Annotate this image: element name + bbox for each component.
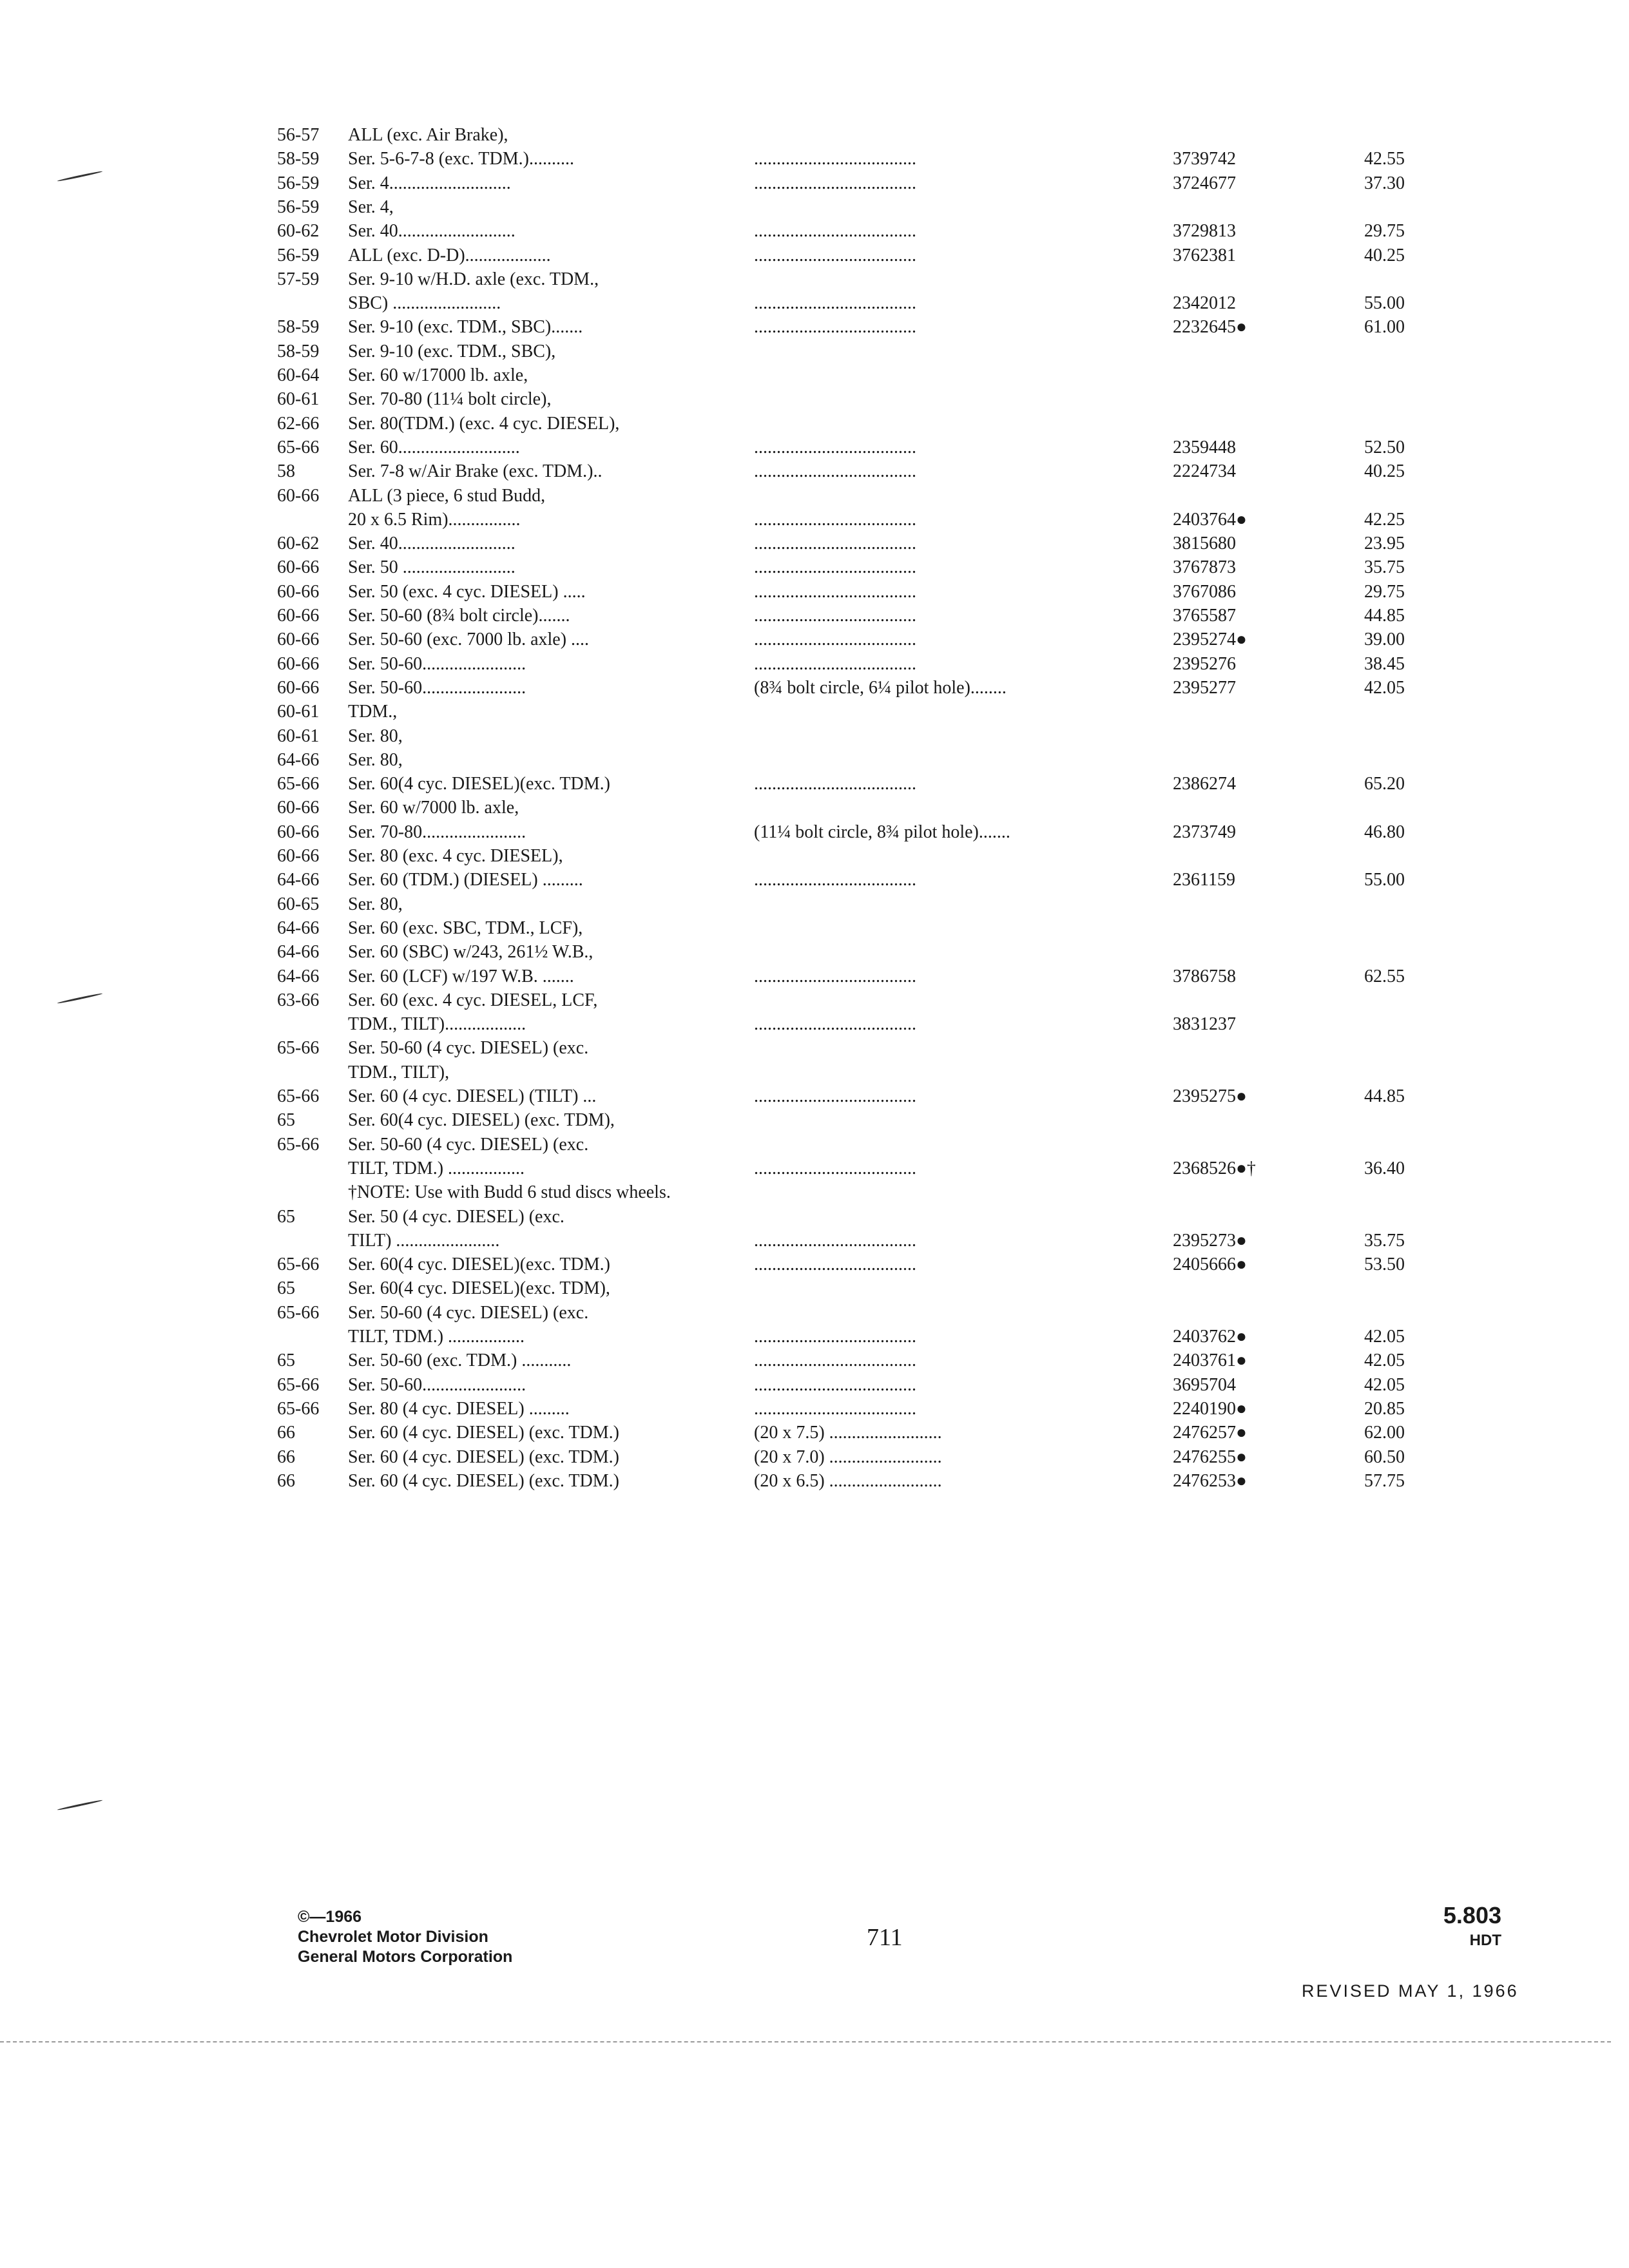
table-row xyxy=(0,531,1629,557)
detail-leader: .................................... xyxy=(754,1327,916,1347)
application-description: Ser. 50-60....................... xyxy=(348,677,526,698)
application-description: Ser. 7-8 w/Air Brake (exc. TDM.).. xyxy=(348,461,602,482)
list-price: 44.85 xyxy=(1364,1086,1405,1106)
detail-leader: .................................... xyxy=(754,966,916,986)
list-price: 29.75 xyxy=(1364,581,1405,602)
table-row xyxy=(0,603,1629,629)
part-number: 3831237 xyxy=(1173,1014,1236,1035)
application-description: Ser. 40.......................... xyxy=(348,221,516,242)
list-price: 37.30 xyxy=(1364,173,1405,193)
table-row xyxy=(0,1108,1629,1133)
detail-leader: .................................... xyxy=(754,581,916,602)
application-description: Ser. 60 (4 cyc. DIESEL) (exc. TDM.) xyxy=(348,1470,619,1491)
detail-leader: .................................... xyxy=(754,557,916,578)
detail-leader: .................................... xyxy=(754,653,916,674)
table-row xyxy=(0,1156,1629,1182)
application-description: Ser. 70-80 (11¼ bolt circle), xyxy=(348,389,552,410)
application-description: Ser. 50-60 (exc. 7000 lb. axle) .... xyxy=(348,629,590,650)
part-number: 2359448 xyxy=(1173,437,1236,457)
section-block xyxy=(1443,1902,1501,1950)
application-description: Ser. 60 (TDM.) (DIESEL) ......... xyxy=(348,870,583,890)
model-years: 60-65 xyxy=(277,894,320,914)
table-row xyxy=(0,1204,1629,1230)
model-years: 56-59 xyxy=(277,197,320,217)
table-row xyxy=(0,1300,1629,1326)
model-years: 60-62 xyxy=(277,533,320,554)
table-row xyxy=(0,411,1629,437)
table-row xyxy=(0,218,1629,244)
list-price: 39.00 xyxy=(1364,629,1405,650)
application-description: Ser. 60 (4 cyc. DIESEL) (TILT) ... xyxy=(348,1086,597,1106)
table-row xyxy=(0,771,1629,797)
part-number: 2476257● xyxy=(1173,1423,1247,1443)
list-price: 62.55 xyxy=(1364,966,1405,986)
section-number: 5.803 xyxy=(1443,1902,1501,1928)
application-description: TDM., TILT).................. xyxy=(348,1014,526,1035)
detail-leader: .................................... xyxy=(754,1398,916,1419)
detail-leader: (11¼ bolt circle, 8¾ pilot hole)....... xyxy=(754,822,1010,842)
application-description: Ser. 60 (LCF) w/197 W.B. ....... xyxy=(348,966,574,986)
application-description: Ser. 5-6-7-8 (exc. TDM.).......... xyxy=(348,149,574,169)
application-description: TILT, TDM.) ................. xyxy=(348,1327,525,1347)
table-row xyxy=(0,1252,1629,1278)
table-row xyxy=(0,916,1629,941)
application-description: Ser. 80, xyxy=(348,894,403,914)
list-price: 46.80 xyxy=(1364,822,1405,842)
part-number: 2395276 xyxy=(1173,653,1236,674)
part-number: 2232645● xyxy=(1173,317,1247,338)
part-number: 2386274 xyxy=(1173,774,1236,794)
corporation: General Motors Corporation xyxy=(298,1948,513,1966)
table-row xyxy=(0,243,1629,269)
part-number: 2405666● xyxy=(1173,1254,1247,1275)
application-description: Ser. 60 w/17000 lb. axle, xyxy=(348,365,528,385)
application-description: Ser. 80(TDM.) (exc. 4 cyc. DIESEL), xyxy=(348,413,620,434)
part-number: 2395273● xyxy=(1173,1230,1247,1251)
table-row xyxy=(0,483,1629,509)
part-number: 3695704 xyxy=(1173,1374,1236,1395)
table-row xyxy=(0,1035,1629,1061)
list-price: 23.95 xyxy=(1364,533,1405,554)
table-row xyxy=(0,820,1629,845)
part-number: 2342012 xyxy=(1173,293,1236,314)
detail-leader: .................................... xyxy=(754,1230,916,1251)
list-price: 40.25 xyxy=(1364,461,1405,482)
publisher-block xyxy=(298,1907,512,1967)
application-description: Ser. 80 (4 cyc. DIESEL) ......... xyxy=(348,1398,570,1419)
list-price: 36.40 xyxy=(1364,1158,1405,1178)
page-number: 711 xyxy=(867,1924,903,1951)
detail-leader: .................................... xyxy=(754,1254,916,1275)
part-number: 2240190● xyxy=(1173,1398,1247,1419)
footnote: †NOTE: Use with Budd 6 stud discs wheels. xyxy=(348,1182,671,1203)
application-description: Ser. 50 (4 cyc. DIESEL) (exc. xyxy=(348,1206,564,1227)
part-number: 2361159 xyxy=(1173,870,1235,890)
section-sub: HDT xyxy=(1469,1932,1501,1949)
model-years: 56-59 xyxy=(277,173,320,193)
detail-leader: (20 x 7.0) ......................... xyxy=(754,1446,942,1467)
model-years: 60-66 xyxy=(277,581,320,602)
model-years: 65 xyxy=(277,1278,295,1299)
detail-leader: .................................... xyxy=(754,245,916,265)
detail-leader: .................................... xyxy=(754,1086,916,1106)
detail-leader: .................................... xyxy=(754,606,916,626)
list-price: 38.45 xyxy=(1364,653,1405,674)
list-price: 42.05 xyxy=(1364,677,1405,698)
application-description: Ser. 80 (exc. 4 cyc. DIESEL), xyxy=(348,846,563,866)
detail-leader: .................................... xyxy=(754,1350,916,1371)
table-row xyxy=(0,627,1629,653)
model-years: 56-57 xyxy=(277,125,320,145)
model-years: 60-62 xyxy=(277,221,320,242)
list-price: 44.85 xyxy=(1364,606,1405,626)
application-description: Ser. 40.......................... xyxy=(348,533,516,554)
detail-leader: .................................... xyxy=(754,533,916,554)
list-price: 65.20 xyxy=(1364,774,1405,794)
table-row xyxy=(0,1348,1629,1374)
table-row xyxy=(0,939,1629,965)
model-years: 64-66 xyxy=(277,749,320,770)
model-years: 58-59 xyxy=(277,149,320,169)
table-row xyxy=(0,1060,1629,1086)
table-row xyxy=(0,1132,1629,1158)
table-row xyxy=(0,195,1629,220)
table-row xyxy=(0,435,1629,461)
part-number: 3724677 xyxy=(1173,173,1236,193)
model-years: 60-66 xyxy=(277,798,320,818)
part-number: 2368526●† xyxy=(1173,1158,1256,1178)
model-years: 65 xyxy=(277,1350,295,1371)
detail-leader: .................................... xyxy=(754,221,916,242)
detail-leader: .................................... xyxy=(754,1158,916,1178)
part-number: 2476255● xyxy=(1173,1446,1247,1467)
table-row xyxy=(0,387,1629,412)
detail-leader: .................................... xyxy=(754,629,916,650)
table-row xyxy=(0,1324,1629,1350)
list-price: 62.00 xyxy=(1364,1423,1405,1443)
table-row xyxy=(0,964,1629,990)
table-row xyxy=(0,1445,1629,1470)
model-years: 65-66 xyxy=(277,1302,320,1323)
list-price: 52.50 xyxy=(1364,437,1405,457)
part-number: 2395277 xyxy=(1173,677,1236,698)
punch-mark xyxy=(57,1800,102,1811)
model-years: 60-66 xyxy=(277,606,320,626)
list-price: 42.55 xyxy=(1364,149,1405,169)
part-number: 2373749 xyxy=(1173,822,1236,842)
model-years: 66 xyxy=(277,1446,295,1467)
list-price: 20.85 xyxy=(1364,1398,1405,1419)
table-row xyxy=(0,724,1629,749)
detail-leader: (8¾ bolt circle, 6¼ pilot hole)........ xyxy=(754,677,1007,698)
part-number: 2403761● xyxy=(1173,1350,1247,1371)
part-number: 2476253● xyxy=(1173,1470,1247,1491)
detail-leader: .................................... xyxy=(754,870,916,890)
list-price: 35.75 xyxy=(1364,557,1405,578)
model-years: 58 xyxy=(277,461,295,482)
detail-leader: .................................... xyxy=(754,1014,916,1035)
table-row xyxy=(0,1228,1629,1254)
application-description: Ser. 60 (SBC) w/243, 261½ W.B., xyxy=(348,942,593,963)
model-years: 64-66 xyxy=(277,918,320,938)
table-row xyxy=(0,122,1629,148)
application-description: Ser. 50-60 (4 cyc. DIESEL) (exc. xyxy=(348,1302,589,1323)
table-row xyxy=(0,507,1629,533)
table-row xyxy=(0,795,1629,821)
detail-leader: (20 x 7.5) ......................... xyxy=(754,1423,942,1443)
part-number: 3739742 xyxy=(1173,149,1236,169)
table-row xyxy=(0,1468,1629,1494)
table-row xyxy=(0,1420,1629,1446)
application-description: Ser. 50 (exc. 4 cyc. DIESEL) ..... xyxy=(348,581,586,602)
table-row xyxy=(0,339,1629,365)
application-description: Ser. 60 (exc. SBC, TDM., LCF), xyxy=(348,918,583,938)
model-years: 65-66 xyxy=(277,1134,320,1155)
list-price: 42.05 xyxy=(1364,1350,1405,1371)
application-description: Ser. 50-60 (4 cyc. DIESEL) (exc. xyxy=(348,1134,589,1155)
model-years: 60-66 xyxy=(277,485,320,506)
part-number: 2395274● xyxy=(1173,629,1247,650)
table-row xyxy=(0,1084,1629,1110)
table-row xyxy=(0,747,1629,773)
table-row xyxy=(0,1276,1629,1302)
model-years: 60-66 xyxy=(277,653,320,674)
model-years: 60-61 xyxy=(277,702,320,722)
application-description: SBC) ........................ xyxy=(348,293,501,314)
copyright: ©—1966 xyxy=(298,1908,362,1926)
list-price: 29.75 xyxy=(1364,221,1405,242)
application-description: TILT, TDM.) ................. xyxy=(348,1158,525,1178)
part-number: 3762381 xyxy=(1173,245,1236,265)
detail-leader: .................................... xyxy=(754,317,916,338)
application-description: Ser. 50-60....................... xyxy=(348,653,526,674)
detail-leader: .................................... xyxy=(754,149,916,169)
application-description: ALL (exc. Air Brake), xyxy=(348,125,508,145)
application-description: TDM., TILT), xyxy=(348,1062,450,1082)
application-description: TDM., xyxy=(348,702,398,722)
model-years: 65-66 xyxy=(277,1086,320,1106)
detail-leader: .................................... xyxy=(754,1374,916,1395)
application-description: Ser. 60(4 cyc. DIESEL)(exc. TDM.) xyxy=(348,1254,610,1275)
division: Chevrolet Motor Division xyxy=(298,1928,488,1946)
model-years: 65-66 xyxy=(277,1374,320,1395)
table-row xyxy=(0,1372,1629,1398)
table-row xyxy=(0,459,1629,485)
list-price: 55.00 xyxy=(1364,870,1405,890)
application-description: 20 x 6.5 Rim)................ xyxy=(348,509,521,530)
part-number: 3767873 xyxy=(1173,557,1236,578)
application-description: Ser. 50 ......................... xyxy=(348,557,516,578)
part-number: 2403762● xyxy=(1173,1327,1247,1347)
model-years: 60-66 xyxy=(277,557,320,578)
application-description: Ser. 60(4 cyc. DIESEL) (exc. TDM), xyxy=(348,1110,615,1131)
list-price: 40.25 xyxy=(1364,245,1405,265)
model-years: 65-66 xyxy=(277,1398,320,1419)
revised-date: REVISED MAY 1, 1966 xyxy=(1302,1981,1519,2001)
detail-leader: (20 x 6.5) ......................... xyxy=(754,1470,942,1491)
part-number: 3765587 xyxy=(1173,606,1236,626)
application-description: Ser. 9-10 (exc. TDM., SBC)....... xyxy=(348,317,583,338)
part-number: 3729813 xyxy=(1173,221,1236,242)
page-bottom-rule xyxy=(0,2041,1611,2042)
table-row xyxy=(0,267,1629,293)
list-price: 60.50 xyxy=(1364,1446,1405,1467)
model-years: 58-59 xyxy=(277,341,320,361)
detail-leader: .................................... xyxy=(754,293,916,314)
application-description: Ser. 70-80....................... xyxy=(348,822,526,842)
model-years: 66 xyxy=(277,1423,295,1443)
application-description: Ser. 50-60 (8¾ bolt circle)....... xyxy=(348,606,570,626)
model-years: 64-66 xyxy=(277,870,320,890)
table-row xyxy=(0,171,1629,197)
detail-leader: .................................... xyxy=(754,461,916,482)
list-price: 35.75 xyxy=(1364,1230,1405,1251)
table-row xyxy=(0,843,1629,869)
model-years: 60-64 xyxy=(277,365,320,385)
table-row xyxy=(0,988,1629,1014)
part-number: 3786758 xyxy=(1173,966,1236,986)
application-description: Ser. 80, xyxy=(348,749,403,770)
list-price: 53.50 xyxy=(1364,1254,1405,1275)
model-years: 60-66 xyxy=(277,846,320,866)
application-description: Ser. 60(4 cyc. DIESEL)(exc. TDM.) xyxy=(348,774,610,794)
application-description: Ser. 50-60 (4 cyc. DIESEL) (exc. xyxy=(348,1038,589,1059)
model-years: 65 xyxy=(277,1110,295,1131)
application-description: ALL (exc. D-D)................... xyxy=(348,245,551,265)
application-description: Ser. 4, xyxy=(348,197,394,217)
application-description: Ser. 60 w/7000 lb. axle, xyxy=(348,798,519,818)
model-years: 65-66 xyxy=(277,437,320,457)
list-price: 57.75 xyxy=(1364,1470,1405,1491)
list-price: 55.00 xyxy=(1364,293,1405,314)
table-row xyxy=(0,699,1629,725)
list-price: 42.25 xyxy=(1364,509,1405,530)
application-description: Ser. 50-60....................... xyxy=(348,1374,526,1395)
model-years: 65 xyxy=(277,1206,295,1227)
model-years: 65-66 xyxy=(277,774,320,794)
model-years: 65-66 xyxy=(277,1038,320,1059)
part-number: 3767086 xyxy=(1173,581,1236,602)
application-description: Ser. 4........................... xyxy=(348,173,511,193)
part-number: 2395275● xyxy=(1173,1086,1247,1106)
table-row xyxy=(0,1180,1629,1206)
list-price: 61.00 xyxy=(1364,317,1405,338)
detail-leader: .................................... xyxy=(754,774,916,794)
detail-leader: .................................... xyxy=(754,173,916,193)
table-row xyxy=(0,291,1629,316)
detail-leader: .................................... xyxy=(754,509,916,530)
table-row xyxy=(0,363,1629,389)
model-years: 60-66 xyxy=(277,822,320,842)
list-price: 42.05 xyxy=(1364,1327,1405,1347)
table-row xyxy=(0,892,1629,918)
detail-leader: .................................... xyxy=(754,437,916,457)
table-row xyxy=(0,651,1629,677)
application-description: Ser. 80, xyxy=(348,726,403,746)
model-years: 63-66 xyxy=(277,990,320,1010)
table-row xyxy=(0,579,1629,605)
table-row xyxy=(0,314,1629,340)
table-row xyxy=(0,1012,1629,1037)
table-row xyxy=(0,146,1629,172)
model-years: 65-66 xyxy=(277,1254,320,1275)
part-number: 2224734 xyxy=(1173,461,1236,482)
model-years: 62-66 xyxy=(277,413,320,434)
table-row xyxy=(0,1396,1629,1422)
application-description: Ser. 60 (4 cyc. DIESEL) (exc. TDM.) xyxy=(348,1423,619,1443)
table-row xyxy=(0,555,1629,581)
model-years: 60-61 xyxy=(277,389,320,410)
model-years: 60-66 xyxy=(277,629,320,650)
application-description: Ser. 9-10 (exc. TDM., SBC), xyxy=(348,341,556,361)
application-description: Ser. 50-60 (exc. TDM.) ........... xyxy=(348,1350,572,1371)
application-description: ALL (3 piece, 6 stud Budd, xyxy=(348,485,546,506)
model-years: 64-66 xyxy=(277,942,320,963)
part-number: 3815680 xyxy=(1173,533,1236,554)
part-number: 2403764● xyxy=(1173,509,1247,530)
model-years: 57-59 xyxy=(277,269,320,289)
model-years: 64-66 xyxy=(277,966,320,986)
application-description: Ser. 60 (4 cyc. DIESEL) (exc. TDM.) xyxy=(348,1446,619,1467)
application-description: Ser. 60(4 cyc. DIESEL)(exc. TDM), xyxy=(348,1278,610,1299)
model-years: 60-61 xyxy=(277,726,320,746)
application-description: Ser. 60 (exc. 4 cyc. DIESEL, LCF, xyxy=(348,990,598,1010)
table-row xyxy=(0,867,1629,893)
model-years: 66 xyxy=(277,1470,295,1491)
application-description: Ser. 60........................... xyxy=(348,437,520,457)
application-description: Ser. 9-10 w/H.D. axle (exc. TDM., xyxy=(348,269,599,289)
table-row xyxy=(0,675,1629,701)
model-years: 58-59 xyxy=(277,317,320,338)
list-price: 42.05 xyxy=(1364,1374,1405,1395)
model-years: 56-59 xyxy=(277,245,320,265)
application-description: TILT) ....................... xyxy=(348,1230,500,1251)
model-years: 60-66 xyxy=(277,677,320,698)
